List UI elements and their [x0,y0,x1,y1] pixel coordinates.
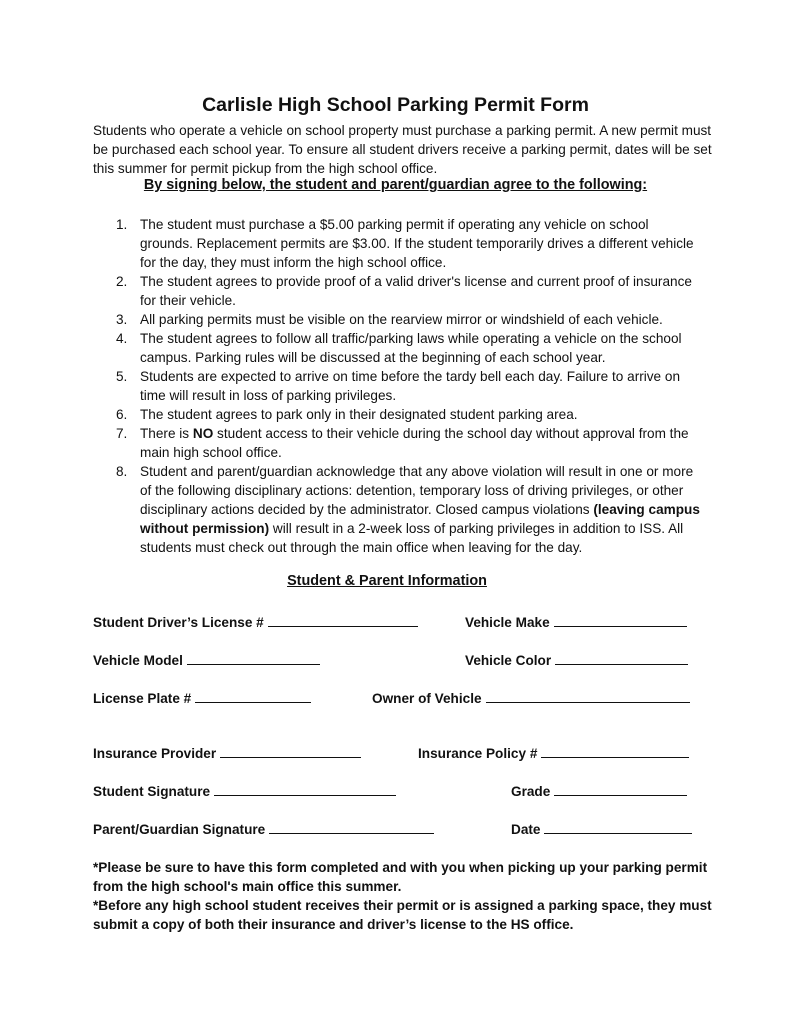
rule-item [116,462,700,557]
agreement-heading: By signing below, the student and parent/guardian agree to the following: [143,177,648,193]
vehicle-model-field[interactable] [93,651,320,669]
vehicle-model-label: Vehicle Model [93,653,183,668]
vehicle-make-line[interactable] [554,613,687,627]
rule-item [116,424,700,462]
rule-item [116,329,700,367]
intro-paragraph: Students who operate a vehicle on school property must purchase a parking permit. A new permit must be purchased each school year. To ensure all student drivers receive a parking permit, dates will be set this summer for permit pickup from the high school office. [93,123,712,176]
license-plate-line[interactable] [195,689,311,703]
rule-text: The student agrees to provide proof of a valid driver's license and current proof of insurance for their vehicle. [140,274,692,308]
rule-text: The student must purchase a $5.00 parking permit if operating any vehicle on school grounds. Replacement permits are $3.00. If the student temporarily drives a different vehicle for the day, they must inform the high school office. [140,217,694,270]
grade-field[interactable] [511,782,687,800]
vehicle-color-field[interactable] [465,651,688,669]
drivers-license-label: Student Driver’s License # [93,615,264,630]
drivers-license-field[interactable] [93,613,418,631]
grade-label: Grade [511,784,551,799]
student-signature-label: Student Signature [93,784,211,799]
rule-text: The student agrees to park only in their designated student parking area. [140,407,578,422]
parent-signature-field[interactable] [93,820,434,838]
footer-notes [93,858,713,934]
rule-text-pre: There is [140,426,193,441]
owner-line[interactable] [486,689,690,703]
rule-item [116,405,700,424]
rule-number: 2. [116,274,128,289]
rule-number: 6. [116,407,128,422]
vehicle-color-line[interactable] [555,651,688,665]
rule-number: 4. [116,331,128,346]
rule-text-post: student access to their vehicle during the school day without approval from the main high school office. [140,426,689,460]
rule-item [116,272,700,310]
date-field[interactable] [511,820,692,838]
student-signature-field[interactable] [93,782,396,800]
rule-text: All parking permits must be visible on the rearview mirror or windshield of each vehicle. [140,312,663,327]
rule-text-pre: Student and parent/guardian acknowledge that any above violation will result in one or more of the following disciplinary actions: detention, temporary loss of driving privileges, or other disciplinary actions decided by the administrator. Closed campus violations [140,464,694,517]
date-label: Date [511,822,541,837]
insurance-policy-line[interactable] [541,744,689,758]
rule-text: The student agrees to follow all traffic/parking laws while operating a vehicle on the school campus. Parking rules will be discussed at the beginning of each school year. [140,331,682,365]
owner-field[interactable] [372,689,690,707]
rule-text-emphasis: (leaving campus without permission) [140,502,700,536]
date-line[interactable] [544,820,692,834]
vehicle-model-line[interactable] [187,651,320,665]
rule-text: Students are expected to arrive on time before the tardy bell each day. Failure to arrive on time will result in loss of parking privileges. [140,369,681,403]
rule-text-post: will result in a 2-week loss of parking privileges in addition to ISS. All students must check out through the main office when leaving for the day. [140,521,684,555]
license-plate-label: License Plate # [93,691,192,706]
rule-item [116,310,700,329]
rule-number: 7. [116,426,128,441]
insurance-provider-line[interactable] [220,744,361,758]
rule-item [116,367,700,405]
parent-signature-line[interactable] [269,820,434,834]
rule-item [116,215,700,272]
drivers-license-line[interactable] [268,613,418,627]
vehicle-make-field[interactable] [465,613,687,631]
rule-number: 1. [116,217,128,232]
note-pickup: *Please be sure to have this form completed and with you when picking up your parking permit from the high school's main office this summer. [93,860,708,894]
license-plate-field[interactable] [93,689,311,707]
vehicle-make-label: Vehicle Make [465,615,550,630]
grade-line[interactable] [554,782,687,796]
rule-number: 8. [116,464,128,479]
insurance-policy-label: Insurance Policy # [418,746,538,761]
owner-label: Owner of Vehicle [372,691,482,706]
note-documents: *Before any high school student receives their permit or is assigned a parking space, they must submit a copy of both their insurance and driver’s license to the HS office. [93,898,712,932]
student-signature-line[interactable] [214,782,396,796]
rule-text-emphasis: NO [192,426,214,441]
insurance-provider-label: Insurance Provider [93,746,217,761]
parent-signature-label: Parent/Guardian Signature [93,822,266,837]
vehicle-color-label: Vehicle Color [465,653,552,668]
insurance-policy-field[interactable] [418,744,689,762]
form-title: Carlisle High School Parking Permit Form [202,94,589,116]
rules-list [116,215,700,557]
insurance-provider-field[interactable] [93,744,361,762]
rule-number: 3. [116,312,128,327]
rule-number: 5. [116,369,128,384]
info-heading: Student & Parent Information [287,573,487,589]
